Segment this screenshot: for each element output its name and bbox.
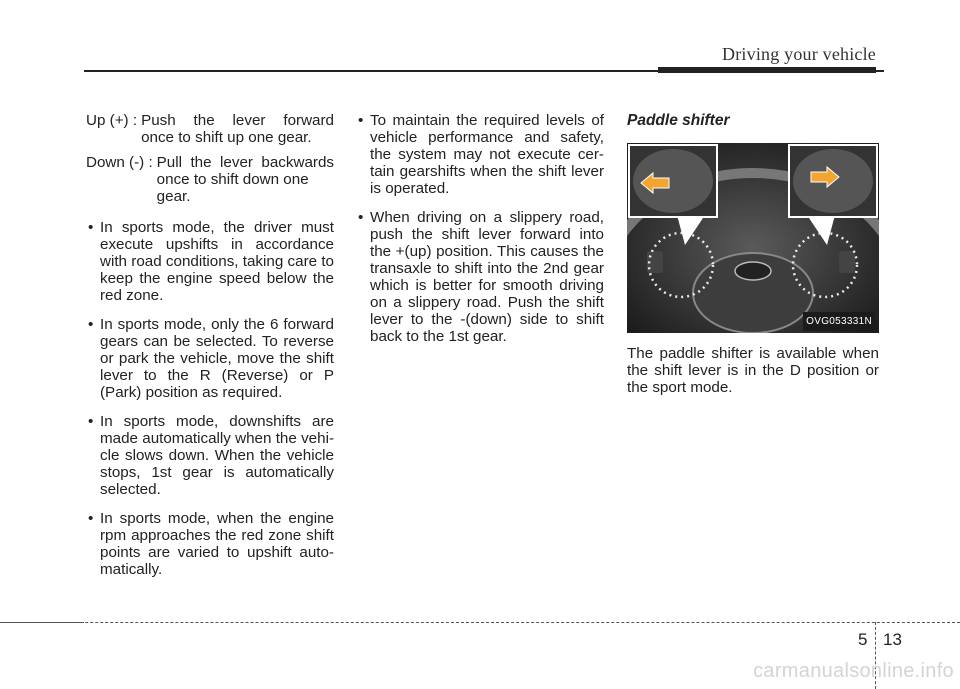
bullet-item: • In sports mode, only the 6 forward gears can be selected. To reverse or park the vehicle, move the shift lever to the R (Reverse) or P (Park) position as required.	[86, 316, 334, 401]
definition-description: Pull the lever backwards once to shift down one gear.	[156, 154, 334, 205]
header-rule-accent	[658, 67, 876, 73]
chapter-number: 5	[858, 630, 868, 649]
steering-wheel-illustration	[627, 143, 879, 333]
page-header-title: Driving your vehicle	[722, 44, 876, 64]
figure-code: OVG053331N	[803, 312, 875, 331]
bullet-item: • In sports mode, when the engine rpm approaches the red zone shift points are varied to upshift auto-matically.	[86, 510, 334, 578]
footer-rule	[0, 622, 960, 623]
definition-down	[86, 154, 334, 205]
paddle-shifter-description: The paddle shifter is available when the shift lever is in the D position or the sport mode.	[627, 345, 879, 396]
column-1	[86, 112, 334, 590]
bullet-list	[86, 219, 334, 578]
column-3	[627, 112, 879, 396]
definition-description: Push the lever forward once to shift up one gear.	[141, 112, 334, 146]
bullet-item: • When driving on a slippery road, push the shift lever forward into the +(up) position. This causes the transaxle to shift into the 2nd gear which is better for smooth driving on a slippery road. Push the shift lever to the -(down) side to shift back to the 1st gear.	[356, 209, 604, 345]
section-heading: Paddle shifter	[627, 112, 730, 129]
bullet-item: • In sports mode, the driver must execute upshifts in accordance with road conditions, taking care to keep the engine speed below the red zone.	[86, 219, 334, 304]
definition-up	[86, 112, 334, 146]
watermark: carmanualsonline.info	[753, 660, 954, 682]
column-2	[356, 112, 604, 357]
bullet-item: • In sports mode, downshifts are made automatically when the vehi-cle slows down. When the vehicle stops, 1st gear is automatically selected.	[86, 413, 334, 498]
definition-term: Down (-) :	[86, 154, 153, 171]
footer-rule-accent	[0, 622, 84, 623]
definition-term: Up (+) :	[86, 112, 138, 129]
bullet-list	[356, 112, 604, 345]
bullet-item: • To maintain the required levels of vehicle performance and safety, the system may not execute cer-tain gearshifts when the shift lever is operated.	[356, 112, 604, 197]
steering-wheel-figure	[627, 143, 879, 333]
page-number: 13	[883, 630, 902, 649]
